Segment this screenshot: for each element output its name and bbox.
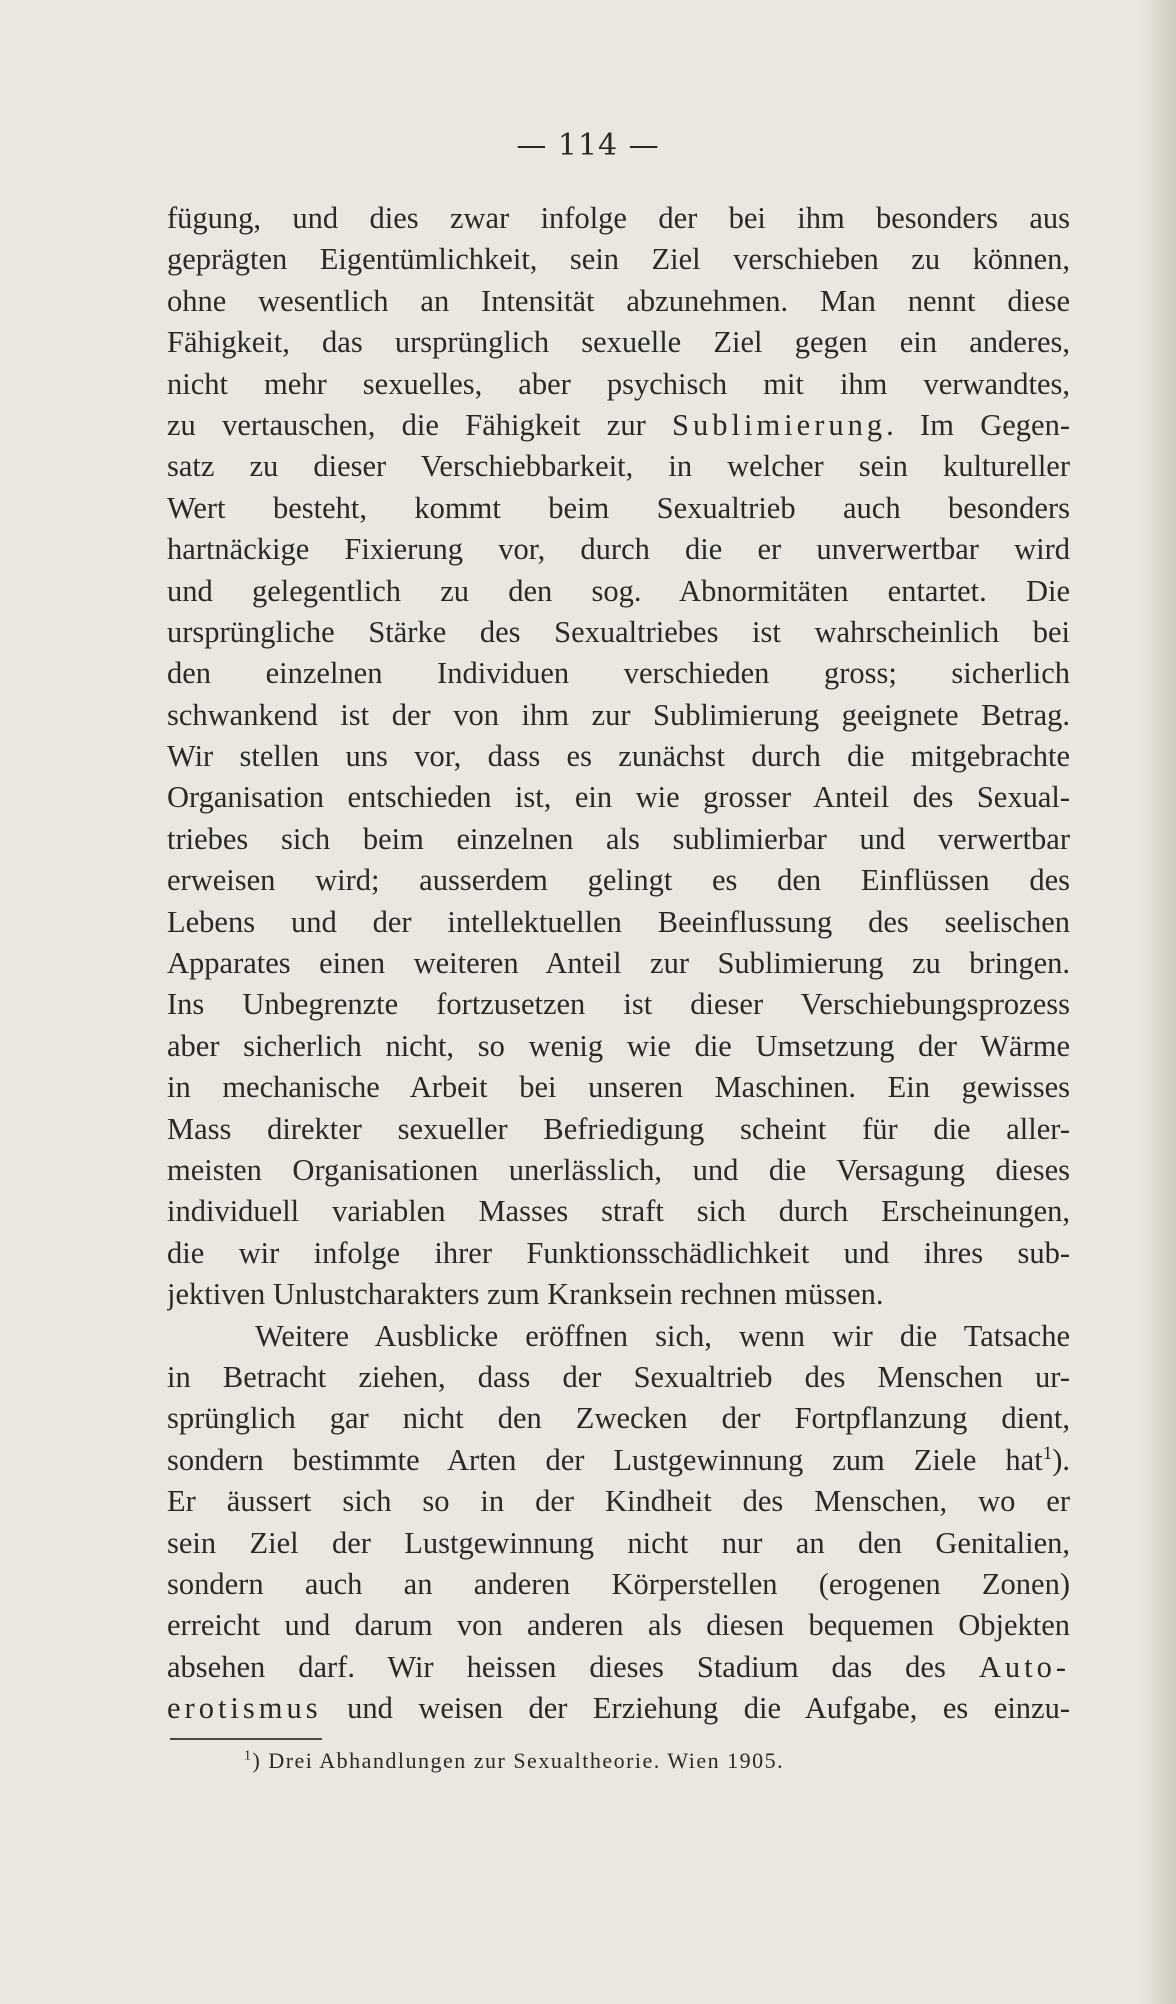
footnote-divider [170,1738,322,1740]
footnote-reference: 1 [1042,1442,1053,1464]
text-line: sprünglich gar nicht den Zwecken der Fortpflanzung dient, [167,1401,1070,1436]
text-line: individuell variablen Masses straft sich durch Erscheinungen, [167,1194,1070,1229]
text-line: ursprüngliche Stärke des Sexualtriebes ist wahrscheinlich bei [167,614,1070,649]
text-line: fügung, und dies zwar infolge der bei ihm besonders aus [167,201,1070,235]
text-line: sein Ziel der Lustgewinnung nicht nur an den Genitalien, [167,1525,1070,1560]
footnote-marker: 1 [244,1748,253,1764]
text-line: hartnäckige Fixierung vor, durch die er unverwertbar wird [167,532,1070,567]
text-line-with-emphasis [167,1688,1070,1729]
text-segment: . Im Gegen- [886,407,1070,442]
footnote-text: ) Drei Abhandlungen zur Sexualtheorie. Wien 1905. [252,1748,785,1773]
text-segment: ). [1052,1442,1070,1477]
text-line: Wert besteht, kommt beim Sexualtrieb auch besonders [167,490,1070,525]
text-line: geprägten Eigentümlichkeit, sein Ziel verschieben zu können, [167,242,1070,277]
text-line: jektiven Unlustcharakters zum Kranksein rechnen müssen. [167,1277,884,1312]
body-text [167,198,1070,1729]
text-line: ohne wesentlich an Intensität abzunehmen. Man nennt diese [167,283,1070,318]
text-line: die wir infolge ihrer Funktionsschädlichkeit und ihres sub- [167,1235,1070,1270]
text-line: und gelegentlich zu den sog. Abnormitäten entartet. Die [167,573,1070,608]
text-line: Organisation entschieden ist, ein wie grosser Anteil des Sexual- [167,780,1070,815]
text-line-with-footnote-ref [167,1440,1070,1481]
text-line: Mass direkter sexueller Befriedigung scheint für die aller- [167,1111,1070,1146]
text-line: satz zu dieser Verschiebbarkeit, in welcher sein kultureller [167,449,1070,484]
text-line: den einzelnen Individuen verschieden gross; sicherlich [167,656,1070,691]
text-line: Fähigkeit, das ursprünglich sexuelle Ziel gegen ein anderes, [167,325,1070,360]
emphasized-term: erotismus [167,1691,322,1726]
emphasized-term: Auto- [978,1649,1070,1684]
text-segment: zu vertauschen, die Fähigkeit zur [167,407,646,442]
text-line: Apparates einen weiteren Anteil zur Sublimierung zu bringen. [167,946,1070,981]
text-line: in Betracht ziehen, dass der Sexualtrieb des Menschen ur- [167,1359,1070,1394]
text-line: triebes sich beim einzelnen als sublimierbar und verwertbar [167,821,1070,856]
page-number: — 114 — [516,128,660,163]
text-line: erreicht und darum von anderen als diesen bequemen Objekten [167,1608,1070,1643]
text-line: sondern auch an anderen Körperstellen (erogenen Zonen) [167,1566,1070,1601]
paragraph-start-line: Weitere Ausblicke eröffnen sich, wenn wir die Tatsache [255,1318,1070,1353]
text-line: schwankend ist der von ihm zur Sublimierung geeignete Betrag. [167,697,1070,732]
text-line: aber sicherlich nicht, so wenig wie die Umsetzung der Wärme [167,1028,1070,1063]
text-line-with-emphasis [167,405,1070,446]
text-segment: absehen darf. Wir heissen dieses Stadium das des [167,1649,946,1684]
text-line: erweisen wird; ausserdem gelingt es den Einflüssen des [167,863,1070,898]
emphasized-term: Sublimierung [672,407,887,442]
text-line: Lebens und der intellektuellen Beeinflussung des seelischen [167,904,1070,939]
text-segment: sondern bestimmte Arten der Lustgewinnung zum Ziele hat [167,1442,1043,1477]
text-line: in mechanische Arbeit bei unseren Maschinen. Ein gewisses [167,1070,1070,1105]
text-line: meisten Organisationen unerlässlich, und die Versagung dieses [167,1152,1070,1187]
text-line: Er äussert sich so in der Kindheit des Menschen, wo er [167,1484,1070,1519]
text-line-with-emphasis [167,1647,1070,1688]
text-line: Ins Unbegrenzte fortzusetzen ist dieser Verschiebungsprozess [167,987,1070,1022]
text-line: nicht mehr sexuelles, aber psychisch mit ihm verwandtes, [167,366,1070,401]
text-line: Wir stellen uns vor, dass es zunächst durch die mitgebrachte [167,739,1070,774]
text-segment: und weisen der Erziehung die Aufgabe, es einzu- [321,1691,1070,1726]
footnote [244,1748,784,1774]
